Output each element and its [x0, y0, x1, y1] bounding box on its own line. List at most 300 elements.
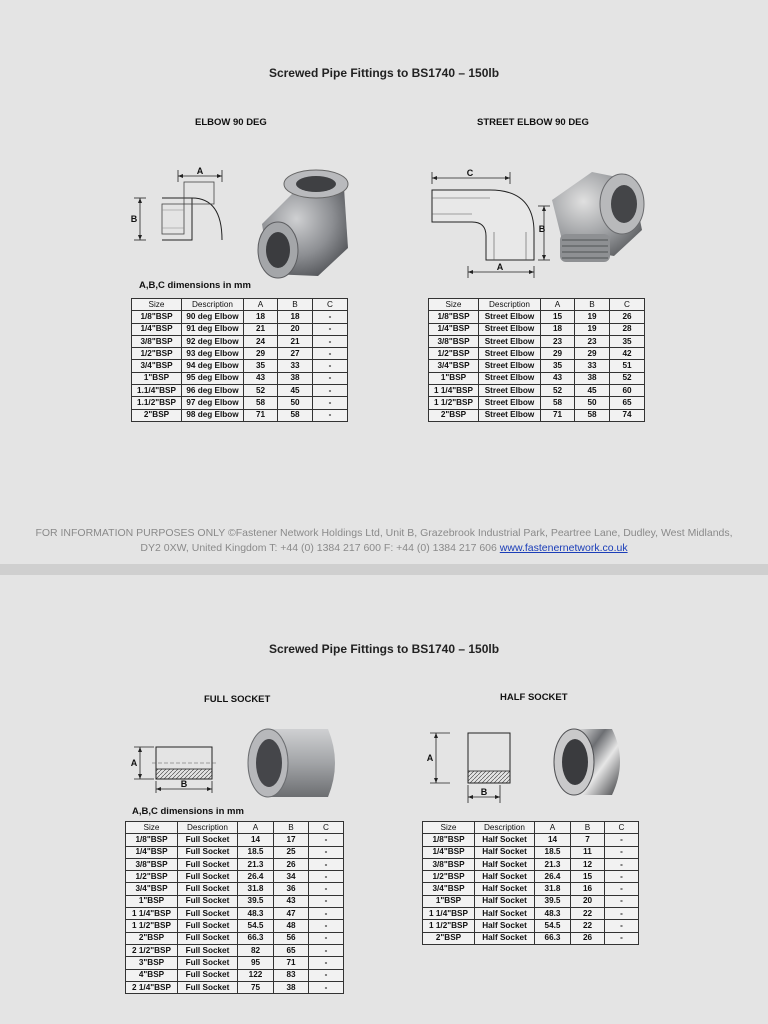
table-cell: 90 deg Elbow — [182, 311, 244, 323]
table-cell: 25 — [274, 846, 309, 858]
street-elbow-technical-drawing — [428, 170, 553, 280]
table-cell: 3/4"BSP — [423, 883, 475, 895]
table-cell: 48 — [274, 920, 309, 932]
table-cell: 1"BSP — [429, 372, 479, 384]
dimension-label-b: B — [180, 779, 188, 789]
table-cell: Half Socket — [475, 908, 535, 920]
table-cell: 122 — [238, 969, 274, 981]
table-cell: 15 — [541, 311, 575, 323]
table-row — [423, 871, 639, 883]
table-cell: Half Socket — [475, 858, 535, 870]
table-cell: 31.8 — [535, 883, 571, 895]
document-page-2 — [0, 575, 768, 1024]
table-cell: 66.3 — [238, 932, 274, 944]
table-cell: - — [309, 969, 344, 981]
table-cell: 38 — [274, 981, 309, 993]
table-cell: Full Socket — [178, 969, 238, 981]
table-header-row — [126, 822, 344, 834]
table-cell: - — [309, 908, 344, 920]
table-cell: 71 — [541, 409, 575, 421]
table-cell: 33 — [278, 360, 313, 372]
table-cell: - — [605, 871, 639, 883]
table-cell: 35 — [610, 335, 645, 347]
table-cell: Full Socket — [178, 920, 238, 932]
table-cell: - — [309, 871, 344, 883]
table-cell: 48.3 — [535, 908, 571, 920]
page-footer — [0, 526, 768, 556]
table-cell: Full Socket — [178, 957, 238, 969]
table-cell: 1/2"BSP — [423, 871, 475, 883]
table-row — [423, 908, 639, 920]
footer-line-1: FOR INFORMATION PURPOSES ONLY ©Fastener Network Holdings Ltd, Unit B, Grazebrook Industrial Park, Peartree Lane, Dudley, West Midlands, — [35, 527, 733, 539]
column-header: C — [605, 822, 639, 834]
column-header: Description — [479, 299, 541, 311]
table-cell: 3/4"BSP — [132, 360, 182, 372]
table-cell: Street Elbow — [479, 323, 541, 335]
table-row — [429, 348, 645, 360]
table-cell: 2 1/2"BSP — [126, 944, 178, 956]
table-cell: 1 1/2"BSP — [429, 397, 479, 409]
table-cell: Street Elbow — [479, 360, 541, 372]
table-row — [126, 908, 344, 920]
column-header: B — [575, 299, 610, 311]
table-cell: 35 — [541, 360, 575, 372]
table-cell: 43 — [274, 895, 309, 907]
table-cell: Street Elbow — [479, 311, 541, 323]
table-cell: 33 — [575, 360, 610, 372]
table-cell: - — [309, 932, 344, 944]
table-cell: 1 1/2"BSP — [126, 920, 178, 932]
table-cell: 1"BSP — [126, 895, 178, 907]
table-cell: - — [309, 846, 344, 858]
column-header: C — [309, 822, 344, 834]
table-cell: 26 — [571, 932, 605, 944]
section-title-street-elbow: STREET ELBOW 90 DEG — [477, 117, 589, 128]
table-row — [126, 932, 344, 944]
table-cell: 58 — [278, 409, 313, 421]
table-cell: 26.4 — [238, 871, 274, 883]
table-row — [126, 871, 344, 883]
table-cell: 95 deg Elbow — [182, 372, 244, 384]
table-cell: 24 — [244, 335, 278, 347]
table-cell: 3/8"BSP — [429, 335, 479, 347]
table-cell: 27 — [278, 348, 313, 360]
table-cell: - — [313, 372, 348, 384]
table-cell: Full Socket — [178, 908, 238, 920]
table-row — [126, 969, 344, 981]
table-cell: 1"BSP — [132, 372, 182, 384]
elbow-fitting-photo — [248, 164, 358, 282]
website-link[interactable]: www.fastenernetwork.co.uk — [499, 542, 628, 554]
table-cell: 26.4 — [535, 871, 571, 883]
table-row — [423, 834, 639, 846]
page-separator — [0, 564, 768, 575]
table-cell: Full Socket — [178, 932, 238, 944]
table-row — [126, 846, 344, 858]
table-cell: 1/4"BSP — [132, 323, 182, 335]
table-cell: 16 — [571, 883, 605, 895]
table-cell: Full Socket — [178, 871, 238, 883]
dimension-label-b: B — [480, 787, 488, 797]
table-row — [429, 409, 645, 421]
column-header: B — [278, 299, 313, 311]
table-cell: - — [313, 360, 348, 372]
table-cell: 19 — [575, 323, 610, 335]
table-cell: 1/4"BSP — [429, 323, 479, 335]
table-cell: 50 — [278, 397, 313, 409]
table-cell: 43 — [244, 372, 278, 384]
table-cell: 12 — [571, 858, 605, 870]
table-cell: 2 1/4"BSP — [126, 981, 178, 993]
table-cell: Street Elbow — [479, 348, 541, 360]
table-row — [126, 957, 344, 969]
column-header: B — [571, 822, 605, 834]
table-cell: 65 — [274, 944, 309, 956]
table-cell: Half Socket — [475, 846, 535, 858]
table-cell: 18 — [541, 323, 575, 335]
table-row — [429, 335, 645, 347]
table-cell: 3/4"BSP — [429, 360, 479, 372]
table-cell: 65 — [610, 397, 645, 409]
table-cell: - — [605, 858, 639, 870]
table-cell: 26 — [274, 858, 309, 870]
table-cell: 52 — [244, 385, 278, 397]
section-title-half-socket: HALF SOCKET — [500, 692, 568, 703]
table-row — [423, 846, 639, 858]
table-cell: 83 — [274, 969, 309, 981]
table-cell: 29 — [541, 348, 575, 360]
table-cell: 21 — [278, 335, 313, 347]
table-cell: 82 — [238, 944, 274, 956]
table-cell: 3/4"BSP — [126, 883, 178, 895]
page-title: Screwed Pipe Fittings to BS1740 – 150lb — [268, 642, 500, 656]
table-cell: 66.3 — [535, 932, 571, 944]
table-cell: 1/2"BSP — [126, 871, 178, 883]
table-cell: Full Socket — [178, 981, 238, 993]
table-row — [126, 920, 344, 932]
table-cell: 1.1/4"BSP — [132, 385, 182, 397]
half-socket-dimensions-table — [422, 821, 639, 945]
table-cell: Street Elbow — [479, 372, 541, 384]
table-cell: - — [313, 323, 348, 335]
table-cell: 71 — [274, 957, 309, 969]
table-cell: Full Socket — [178, 883, 238, 895]
table-cell: - — [313, 385, 348, 397]
dimension-note: A,B,C dimensions in mm — [132, 806, 244, 817]
table-cell: 50 — [575, 397, 610, 409]
table-cell: 95 — [238, 957, 274, 969]
table-cell: 1/2"BSP — [429, 348, 479, 360]
table-cell: 3/8"BSP — [423, 858, 475, 870]
street-elbow-fitting-photo — [544, 160, 646, 270]
table-row — [132, 323, 348, 335]
table-cell: 20 — [571, 895, 605, 907]
table-row — [126, 944, 344, 956]
table-cell: 54.5 — [535, 920, 571, 932]
table-cell: 38 — [278, 372, 313, 384]
table-cell: Full Socket — [178, 858, 238, 870]
table-cell: - — [313, 348, 348, 360]
table-cell: 1/8"BSP — [132, 311, 182, 323]
column-header: Size — [126, 822, 178, 834]
table-row — [126, 834, 344, 846]
table-row — [423, 895, 639, 907]
table-cell: Half Socket — [475, 871, 535, 883]
table-row — [429, 323, 645, 335]
half-socket-technical-drawing — [426, 727, 516, 807]
table-cell: 35 — [244, 360, 278, 372]
table-cell: - — [309, 944, 344, 956]
table-cell: 1.1/2"BSP — [132, 397, 182, 409]
footer-line-2 — [0, 541, 768, 556]
table-cell: - — [309, 895, 344, 907]
table-row — [429, 372, 645, 384]
table-cell: 11 — [571, 846, 605, 858]
table-cell: 1 1/4"BSP — [126, 908, 178, 920]
table-cell: 29 — [575, 348, 610, 360]
table-cell: - — [309, 957, 344, 969]
dimension-label-b: B — [538, 224, 546, 234]
table-cell: Full Socket — [178, 834, 238, 846]
table-cell: Half Socket — [475, 920, 535, 932]
table-cell: 17 — [274, 834, 309, 846]
column-header: Description — [475, 822, 535, 834]
table-cell: - — [313, 311, 348, 323]
table-cell: 43 — [541, 372, 575, 384]
table-cell: - — [313, 397, 348, 409]
table-cell: 19 — [575, 311, 610, 323]
table-cell: 3/8"BSP — [132, 335, 182, 347]
table-cell: 38 — [575, 372, 610, 384]
table-cell: - — [605, 834, 639, 846]
column-header: Size — [423, 822, 475, 834]
dimension-label-c: C — [466, 168, 474, 178]
table-cell: 18.5 — [535, 846, 571, 858]
column-header: A — [238, 822, 274, 834]
table-cell: Street Elbow — [479, 385, 541, 397]
column-header: C — [610, 299, 645, 311]
table-cell: Full Socket — [178, 944, 238, 956]
table-cell: 58 — [541, 397, 575, 409]
table-header-row — [423, 822, 639, 834]
table-cell: - — [309, 858, 344, 870]
table-cell: 18.5 — [238, 846, 274, 858]
table-cell: 3/8"BSP — [126, 858, 178, 870]
table-cell: Street Elbow — [479, 335, 541, 347]
table-cell: 75 — [238, 981, 274, 993]
street-elbow-dimensions-table — [428, 298, 645, 422]
table-cell: 1 1/4"BSP — [429, 385, 479, 397]
column-header: Size — [132, 299, 182, 311]
table-cell: 58 — [244, 397, 278, 409]
table-cell: 29 — [244, 348, 278, 360]
column-header: Size — [429, 299, 479, 311]
table-cell: 91 deg Elbow — [182, 323, 244, 335]
table-cell: 3"BSP — [126, 957, 178, 969]
column-header: A — [535, 822, 571, 834]
table-row — [132, 385, 348, 397]
table-cell: 20 — [278, 323, 313, 335]
table-cell: 14 — [535, 834, 571, 846]
dimension-note: A,B,C dimensions in mm — [139, 280, 251, 291]
table-row — [132, 372, 348, 384]
table-row — [132, 409, 348, 421]
table-cell: - — [313, 409, 348, 421]
table-cell: Half Socket — [475, 883, 535, 895]
table-cell: 34 — [274, 871, 309, 883]
dimension-label-a: A — [196, 166, 204, 176]
table-cell: - — [309, 883, 344, 895]
table-cell: 60 — [610, 385, 645, 397]
table-cell: 39.5 — [535, 895, 571, 907]
table-cell: 52 — [610, 372, 645, 384]
table-cell: 18 — [244, 311, 278, 323]
table-cell: 71 — [244, 409, 278, 421]
dimension-label-b: B — [130, 214, 138, 224]
table-cell: 22 — [571, 908, 605, 920]
table-row — [423, 858, 639, 870]
table-header-row — [132, 299, 348, 311]
table-cell: 93 deg Elbow — [182, 348, 244, 360]
table-row — [132, 335, 348, 347]
table-cell: 58 — [575, 409, 610, 421]
table-cell: 18 — [278, 311, 313, 323]
table-cell: 1"BSP — [423, 895, 475, 907]
table-cell: - — [605, 932, 639, 944]
table-cell: 7 — [571, 834, 605, 846]
table-cell: 2"BSP — [132, 409, 182, 421]
table-cell: 23 — [541, 335, 575, 347]
column-header: C — [313, 299, 348, 311]
table-cell: 52 — [541, 385, 575, 397]
table-cell: 14 — [238, 834, 274, 846]
table-cell: - — [605, 895, 639, 907]
table-cell: 1/8"BSP — [126, 834, 178, 846]
table-cell: Full Socket — [178, 846, 238, 858]
table-row — [423, 932, 639, 944]
table-cell: - — [605, 846, 639, 858]
table-cell: 1/4"BSP — [126, 846, 178, 858]
table-cell: 98 deg Elbow — [182, 409, 244, 421]
table-cell: 94 deg Elbow — [182, 360, 244, 372]
table-cell: - — [309, 981, 344, 993]
table-cell: 51 — [610, 360, 645, 372]
table-row — [132, 360, 348, 372]
table-cell: 4"BSP — [126, 969, 178, 981]
table-row — [429, 311, 645, 323]
table-cell: 92 deg Elbow — [182, 335, 244, 347]
full-socket-technical-drawing — [132, 739, 222, 799]
table-row — [423, 883, 639, 895]
table-cell: 31.8 — [238, 883, 274, 895]
table-cell: Half Socket — [475, 932, 535, 944]
table-cell: Half Socket — [475, 895, 535, 907]
column-header: Description — [178, 822, 238, 834]
table-cell: 21.3 — [535, 858, 571, 870]
table-cell: 47 — [274, 908, 309, 920]
table-cell: - — [309, 920, 344, 932]
table-cell: 2"BSP — [126, 932, 178, 944]
elbow-technical-drawing — [132, 168, 232, 258]
table-cell: - — [605, 920, 639, 932]
table-row — [423, 920, 639, 932]
table-cell: 48.3 — [238, 908, 274, 920]
table-row — [429, 397, 645, 409]
table-cell: 1/2"BSP — [132, 348, 182, 360]
table-row — [126, 858, 344, 870]
table-row — [126, 981, 344, 993]
footer-contact: DY2 0XW, United Kingdom T: +44 (0) 1384 217 600 F: +44 (0) 1384 217 606 — [140, 542, 500, 554]
table-cell: 39.5 — [238, 895, 274, 907]
table-cell: 2"BSP — [423, 932, 475, 944]
table-cell: 28 — [610, 323, 645, 335]
section-title-elbow: ELBOW 90 DEG — [195, 117, 267, 128]
elbow-dimensions-table — [131, 298, 348, 422]
table-row — [126, 895, 344, 907]
dimension-label-a: A — [130, 758, 138, 768]
table-row — [132, 397, 348, 409]
table-cell: 26 — [610, 311, 645, 323]
table-cell: 1 1/2"BSP — [423, 920, 475, 932]
table-cell: - — [313, 335, 348, 347]
table-cell: 21.3 — [238, 858, 274, 870]
table-cell: 1 1/4"BSP — [423, 908, 475, 920]
table-cell: Full Socket — [178, 895, 238, 907]
table-row — [429, 385, 645, 397]
table-cell: 1/8"BSP — [423, 834, 475, 846]
dimension-label-a: A — [496, 262, 504, 272]
table-cell: Street Elbow — [479, 397, 541, 409]
table-cell: Half Socket — [475, 834, 535, 846]
table-cell: 1/4"BSP — [423, 846, 475, 858]
half-socket-photo — [548, 723, 628, 801]
table-cell: 22 — [571, 920, 605, 932]
table-cell: 54.5 — [238, 920, 274, 932]
column-header: A — [541, 299, 575, 311]
table-cell: 2"BSP — [429, 409, 479, 421]
table-cell: 97 deg Elbow — [182, 397, 244, 409]
column-header: Description — [182, 299, 244, 311]
table-cell: 56 — [274, 932, 309, 944]
table-header-row — [429, 299, 645, 311]
dimension-label-a: A — [426, 753, 434, 763]
table-cell: 1/8"BSP — [429, 311, 479, 323]
column-header: B — [274, 822, 309, 834]
table-cell: 23 — [575, 335, 610, 347]
table-cell: 96 deg Elbow — [182, 385, 244, 397]
table-row — [126, 883, 344, 895]
table-cell: 74 — [610, 409, 645, 421]
section-title-full-socket: FULL SOCKET — [204, 694, 271, 705]
table-cell: 45 — [575, 385, 610, 397]
table-cell: 45 — [278, 385, 313, 397]
table-row — [132, 348, 348, 360]
table-cell: 36 — [274, 883, 309, 895]
full-socket-photo — [244, 725, 344, 801]
table-row — [429, 360, 645, 372]
table-cell: 15 — [571, 871, 605, 883]
table-cell: - — [605, 883, 639, 895]
page-title: Screwed Pipe Fittings to BS1740 – 150lb — [268, 66, 500, 80]
table-cell: 42 — [610, 348, 645, 360]
table-row — [132, 311, 348, 323]
column-header: A — [244, 299, 278, 311]
table-cell: - — [605, 908, 639, 920]
table-cell: Street Elbow — [479, 409, 541, 421]
table-cell: - — [309, 834, 344, 846]
table-cell: 21 — [244, 323, 278, 335]
full-socket-dimensions-table — [125, 821, 344, 994]
